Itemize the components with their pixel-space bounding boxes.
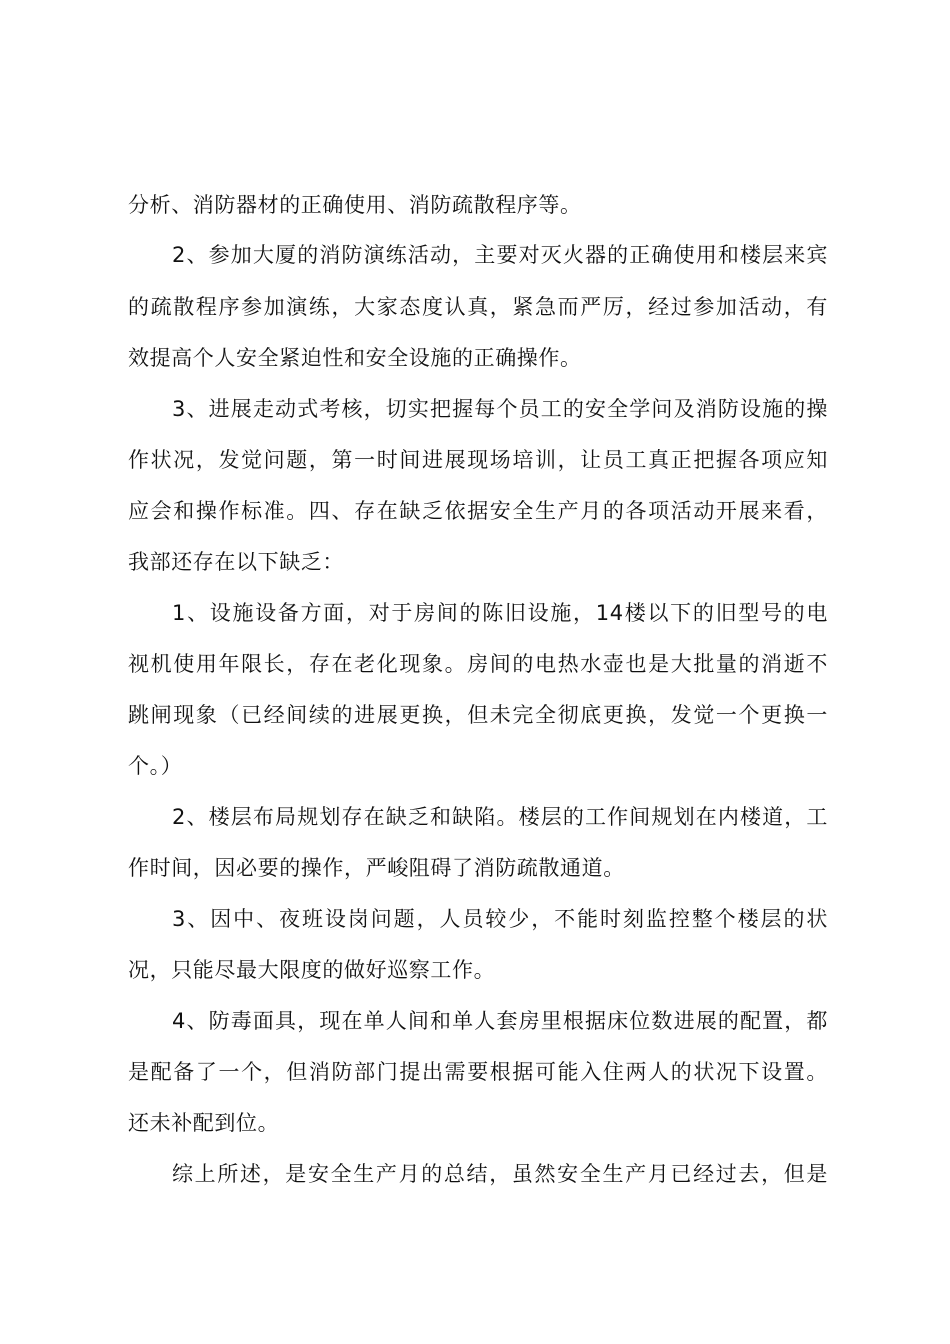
text-line: 是配备了一个，但消防部门提出需要根据可能入住两人的状况下设置。 [128, 1060, 828, 1084]
text-line: 个。） [128, 754, 183, 778]
text-line: 3、因中、夜班设岗问题，人员较少，不能时刻监控整个楼层的状 [172, 907, 828, 931]
text-line: 我部还存在以下缺乏： [128, 550, 344, 574]
text-line: 作状况，发觉问题，第一时间进展现场培训，让员工真正把握各项应知 [128, 448, 828, 472]
text-line: 4、防毒面具，现在单人间和单人套房里根据床位数进展的配置，都 [172, 1009, 828, 1033]
text-line: 综上所述，是安全生产月的总结，虽然安全生产月已经过去，但是 [172, 1162, 828, 1186]
text-line: 应会和操作标准。四、存在缺乏依据安全生产月的各项活动开展来看， [128, 499, 828, 523]
text-line: 分析、消防器材的正确使用、消防疏散程序等。 [128, 193, 582, 217]
text-line: 2、楼层布局规划存在缺乏和缺陷。楼层的工作间规划在内楼道，工 [172, 805, 828, 829]
text-line: 的疏散程序参加演练，大家态度认真，紧急而严厉，经过参加活动，有 [128, 295, 828, 319]
text-line: 效提高个人安全紧迫性和安全设施的正确操作。 [128, 346, 582, 370]
text-line: 作时间，因必要的操作，严峻阻碍了消防疏散通道。 [128, 856, 625, 880]
text-line: 况，只能尽最大限度的做好巡察工作。 [128, 958, 496, 982]
text-line: 跳闸现象（已经间续的进展更换，但未完全彻底更换，发觉一个更换一 [128, 703, 828, 727]
text-line: 2、参加大厦的消防演练活动，主要对灭火器的正确使用和楼层来宾 [172, 243, 828, 267]
text-line: 视机使用年限长，存在老化现象。房间的电热水壶也是大批量的消逝不 [128, 652, 828, 676]
text-line: 1、设施设备方面，对于房间的陈旧设施，14楼以下的旧型号的电 [172, 601, 828, 625]
text-line: 3、进展走动式考核，切实把握每个员工的安全学问及消防设施的操 [172, 397, 828, 421]
text-line: 还未补配到位。 [128, 1111, 280, 1135]
